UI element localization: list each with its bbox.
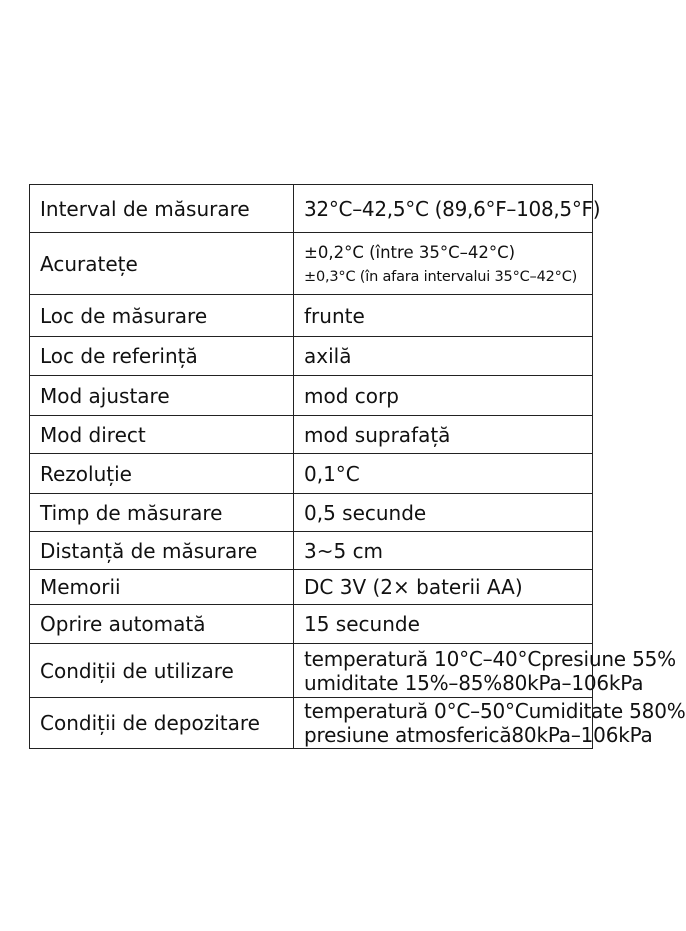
value-line: ±0,2°C (între 35°C–42°C) (304, 242, 516, 262)
table-row (30, 376, 593, 416)
row-value (294, 233, 593, 295)
row-value: frunte (294, 295, 593, 337)
table-row (30, 416, 593, 454)
row-label: Rezoluție (30, 454, 294, 494)
table-row (30, 570, 593, 605)
value-line (304, 699, 686, 723)
value-line (304, 670, 644, 695)
row-label: Interval de măsurare (30, 185, 294, 233)
row-label: Acuratețe (30, 233, 294, 295)
value-line (304, 723, 653, 747)
value-line (304, 646, 676, 671)
table-row (30, 233, 593, 295)
row-value: 0,5 secunde (294, 494, 593, 532)
row-value (294, 698, 686, 749)
value-part: umiditate 580% (528, 699, 686, 723)
value-part: umiditate 15%–85% (304, 670, 503, 695)
row-label: Condiții de depozitare (30, 698, 294, 749)
value-part: 80kPa–106kPa (511, 723, 653, 747)
table-row (30, 494, 593, 532)
row-value: DC 3V (2× baterii AA) (294, 570, 593, 605)
row-value (294, 644, 676, 698)
row-value: axilă (294, 337, 593, 376)
table-row (30, 337, 593, 376)
row-label: Loc de măsurare (30, 295, 294, 337)
table-row (30, 698, 593, 749)
table-row (30, 454, 593, 494)
row-value: mod corp (294, 376, 593, 416)
value-part: presiune atmosferică (304, 723, 512, 747)
row-label: Oprire automată (30, 605, 294, 644)
table-row (30, 532, 593, 570)
row-value: 32°C–42,5°C (89,6°F–108,5°F) (294, 185, 593, 233)
row-label: Condiții de utilizare (30, 644, 294, 698)
row-value: 15 secunde (294, 605, 593, 644)
row-value: 0,1°C (294, 454, 593, 494)
table-row (30, 605, 593, 644)
row-value: 3~5 cm (294, 532, 593, 570)
value-part: presiune 55% (541, 646, 676, 671)
row-label: Timp de măsurare (30, 494, 294, 532)
row-label: Loc de referință (30, 337, 294, 376)
value-line: ±0,3°C (în afara intervalui 35°C–42°C) (304, 268, 578, 285)
value-part: temperatură 10°C–40°C (304, 646, 542, 671)
table-row (30, 644, 593, 698)
row-label: Mod ajustare (30, 376, 294, 416)
row-label: Distanță de măsurare (30, 532, 294, 570)
value-part: 80kPa–106kPa (502, 670, 644, 695)
row-label: Mod direct (30, 416, 294, 454)
value-part: temperatură 0°C–50°C (304, 699, 529, 723)
table-row (30, 185, 593, 233)
row-value: mod suprafață (294, 416, 593, 454)
table-row (30, 295, 593, 337)
row-label: Memorii (30, 570, 294, 605)
specifications-table (29, 184, 686, 749)
